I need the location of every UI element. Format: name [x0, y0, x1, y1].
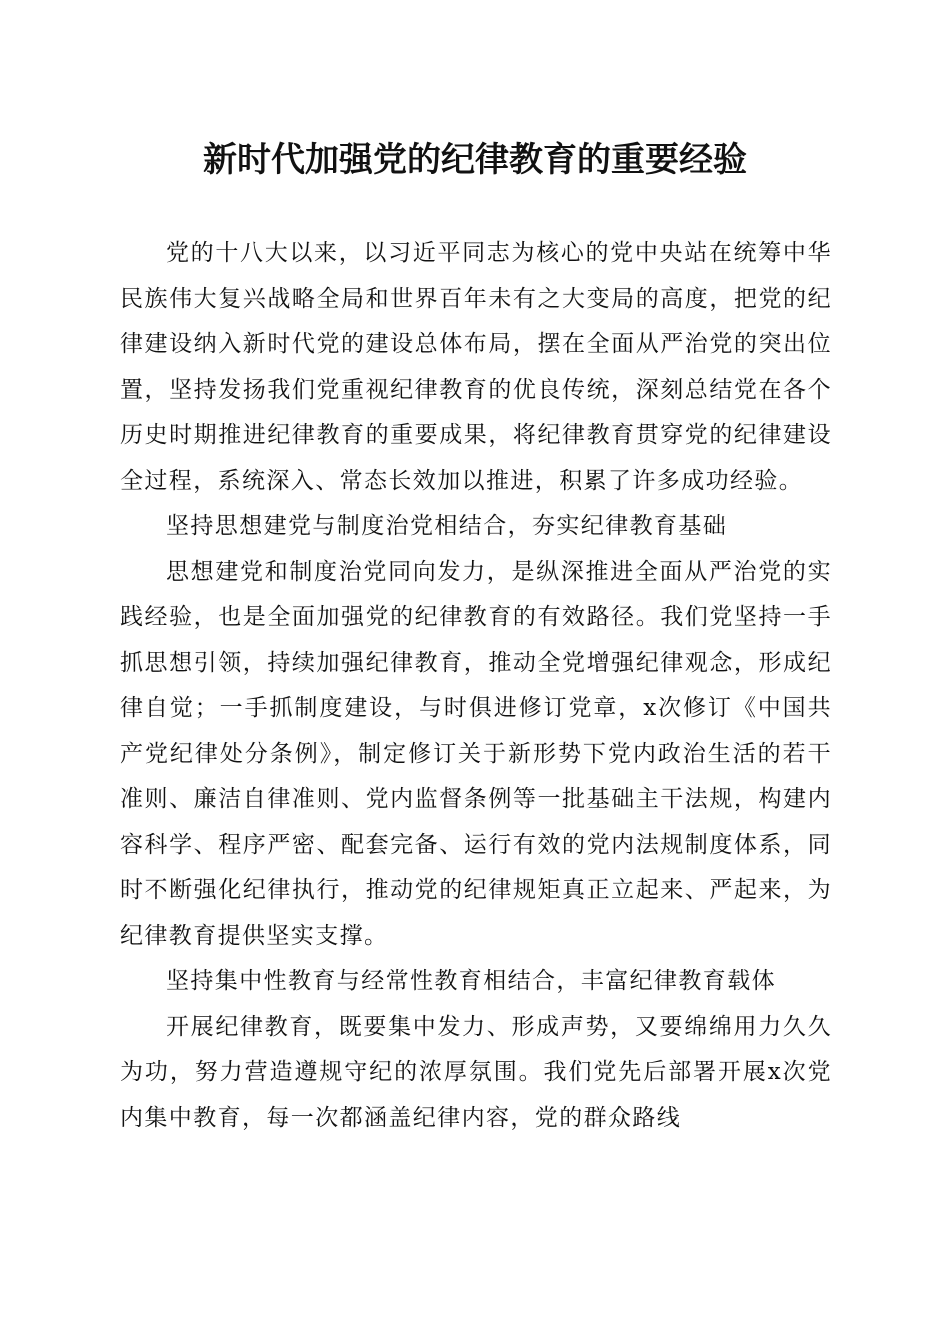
paragraph-section-2: 开展纪律教育，既要集中发力、形成声势，又要绵绵用力久久为功，努力营造遵规守纪的浓厚氛围。我们党先后部署开展x次党内集中教育，每一次都涵盖纪律内容，党的群众路线: [120, 1013, 832, 1131]
document-title: 新时代加强党的纪律教育的重要经验: [203, 140, 747, 180]
section-heading-2: 坚持集中性教育与经常性教育相结合，丰富纪律教育载体: [166, 968, 776, 994]
paragraph-intro: 党的十八大以来，以习近平同志为核心的党中央站在统筹中华民族伟大复兴战略全局和世界百年未有之大变局的高度，把党的纪律建设纳入新时代党的建设总体布局，摆在全面从严治党的突出位置，坚持发扬我们党重视纪律教育的优良传统，深刻总结党在各个历史时期推进纪律教育的重要成果，将纪律教育贯穿党的纪律建设全过程，系统深入、常态长效加以推进，积累了许多成功经验。: [120, 240, 832, 494]
document-body: [120, 231, 832, 1141]
paragraph-section-1: 思想建党和制度治党同向发力，是纵深推进全面从严治党的实践经验，也是全面加强党的纪律教育的有效路径。我们党坚持一手抓思想引领，持续加强纪律教育，推动全党增强纪律观念，形成纪律自觉；一手抓制度建设，与时俱进修订党章，x次修订《中国共产党纪律处分条例》，制定修订关于新形势下党内政治生活的若干准则、廉洁自律准则、党内监督条例等一批基础主干法规，构建内容科学、程序严密、配套完备、运行有效的党内法规制度体系，同时不断强化纪律执行，推动党的纪律规矩真正立起来、严起来，为纪律教育提供坚实支撑。: [120, 558, 832, 949]
section-heading-1: 坚持思想建党与制度治党相结合，夯实纪律教育基础: [166, 513, 728, 539]
